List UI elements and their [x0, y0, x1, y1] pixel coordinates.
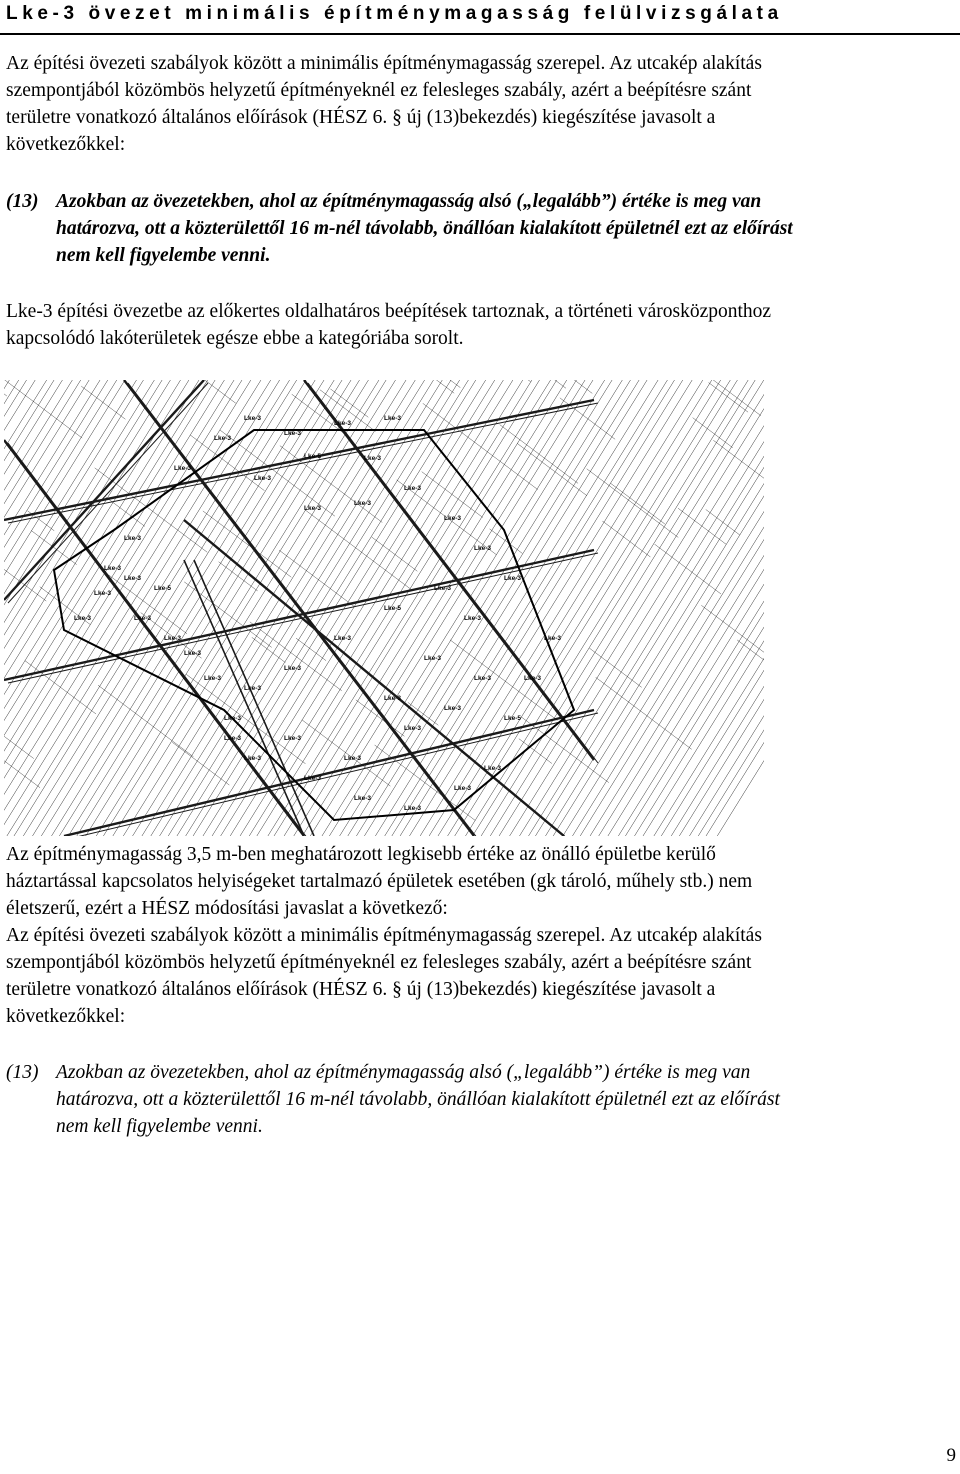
parcel-line [4, 380, 108, 836]
zoning-map [4, 380, 764, 836]
zone-label: Lke-3 [284, 665, 301, 672]
zone-label: Lke-3 [444, 515, 461, 522]
section-heading: Lke-3 övezet minimális építménymagasság felülvizsgálata [6, 3, 783, 24]
parcel-line [172, 742, 229, 785]
heading-underline [0, 33, 960, 35]
page-number: 9 [946, 1445, 956, 1466]
zone-label: Lke-5 [154, 585, 171, 592]
parcel-line [322, 380, 605, 836]
zone-label: Lke-3 [164, 635, 181, 642]
amendment-2-text: Azokban az övezetekben, ahol az építménymagasság alsó („legalább”) értéke is meg van határozva, ott a közterülettől 16 m-nél távolabb, önállóan kialakított épületnél ezt az előírást nem kell figyelembe venni. [56, 1062, 780, 1137]
street-edge [188, 523, 568, 836]
zone-label: Lke-3 [434, 585, 451, 592]
zone-label: Lke-3 [474, 675, 491, 682]
amendment-1-text: Azokban az övezetekben, ahol az építménymagasság alsó („legalább”) értéke is meg van határozva, ott a közterülettől 16 m-nél távolabb, önállóan kialakított épületnél ezt az előírást nem kell figyelembe venni. [56, 191, 793, 266]
parcel-line [563, 380, 764, 836]
zone-label: Lke-5 [384, 605, 401, 612]
parcel-line [375, 380, 658, 836]
parcel-line [77, 380, 360, 836]
parcel-line [524, 380, 566, 388]
parcel-line [510, 380, 764, 836]
zone-label: Lke-3 [124, 575, 141, 582]
zone-label: Lke-3 [224, 735, 241, 742]
parcel-line [382, 380, 454, 393]
street-edge [128, 383, 478, 836]
parcel-line [81, 386, 125, 419]
parcel-line [420, 380, 703, 836]
parcel-line [4, 380, 27, 836]
parcel-line [268, 380, 551, 836]
parcel-line [4, 380, 136, 836]
zone-label: Lke-3 [404, 485, 421, 492]
parcel-line [296, 638, 326, 661]
zone-label: Lke-3 [524, 675, 541, 682]
parcel-line [679, 380, 761, 416]
parcel-line [519, 380, 764, 836]
parcel-line [4, 380, 251, 836]
zone-label: Lke-3 [474, 545, 491, 552]
zone-label: Lke-3 [304, 775, 321, 782]
parcel-line [572, 380, 764, 836]
parcel-line [4, 729, 40, 788]
parcel-line [68, 380, 351, 836]
street-edge [68, 713, 598, 836]
zone-label: Lke-5 [504, 715, 521, 722]
parcel-line [611, 483, 665, 524]
parcel-line [274, 380, 557, 836]
zone-label: Lke-3 [124, 535, 141, 542]
zone-label: Lke-3 [354, 795, 371, 802]
zone-label: Lke-3 [444, 705, 461, 712]
zone-label: Lke-3 [244, 755, 261, 762]
street-edge [8, 443, 308, 836]
zone-label: Lke-3 [334, 420, 351, 427]
parcel-line [372, 537, 418, 571]
parcel-line [203, 380, 486, 836]
zone-paragraph: Lke-3 építési övezetbe az előkertes oldalhatáros beépítések tartoznak, a történeti városközponthoz kapcsolódó lakóterületek egésze ebbe a kategóriába sorolt. [6, 301, 772, 349]
parcel-line [465, 380, 748, 836]
zone-label: Lke-3 [384, 695, 401, 702]
zone-label: Lke-3 [244, 685, 261, 692]
parcel-line [4, 380, 189, 836]
parcel-line [450, 640, 557, 721]
zone-label: Lke-3 [424, 655, 441, 662]
parcel-line [473, 380, 756, 836]
zone-label: Lke-3 [484, 765, 501, 772]
parcel-line [250, 622, 342, 691]
parcel-line [634, 380, 764, 836]
parcel-line [517, 443, 587, 495]
parcel-line [422, 472, 483, 518]
parcel-line [596, 677, 692, 749]
zone-label: Lke-3 [94, 590, 111, 597]
parcel-line [4, 380, 170, 836]
parcel-line [706, 380, 764, 836]
parcel-line [302, 380, 585, 836]
zone-label: Lke-3 [464, 615, 481, 622]
zone-label: Lke-3 [404, 725, 421, 732]
zone-label: Lke-5 [304, 453, 321, 460]
parcel-line [553, 380, 764, 836]
parcel-line [529, 380, 764, 836]
parcel-line [678, 508, 726, 544]
parcel-line [514, 380, 592, 393]
parcel-line [4, 380, 100, 836]
height-paragraph: Az építménymagasság 3,5 m-ben meghatározott legkisebb értéke az önálló épületbe kerülő háztartással kapcsolatos helyiségeket tartalmazó épületek esetében (gk tároló, műhely stb.) nem életszerű, ezért a HÉSZ módosítási javaslat a következő: Az építési övezeti szabályok között a minimális építménymagasság szerepel. Az utcakép alakítás szempontjából közömbös helyzetű építményeknél ez felesleges szabály, azért a beépítésre szánt területre vonatkozó általános előírások (HÉSZ 6. § új (13)bekezdés) kiegészítése javasolt a következőkkel: [6, 844, 762, 1027]
parcel-line [689, 380, 764, 836]
amendment-2 [6, 1059, 956, 1140]
amendment-2-number: (13) [6, 1062, 39, 1083]
parcel-line [4, 380, 125, 836]
parcel-line [109, 575, 187, 634]
parcel-line [385, 380, 668, 836]
parcel-line [706, 509, 740, 535]
zone-label: Lke-3 [104, 565, 121, 572]
parcel-line [693, 418, 733, 448]
parcel-line [4, 380, 81, 836]
parcel-line [408, 702, 438, 725]
parcel-line [168, 380, 451, 836]
zone-label: Lke-3 [204, 675, 221, 682]
zone-label: Lke-3 [504, 575, 521, 582]
parcel-line [98, 685, 193, 757]
parcel-line [429, 380, 712, 836]
parcel-line [4, 380, 271, 836]
zone-label: Lke-3 [364, 455, 381, 462]
parcel-line [392, 380, 675, 836]
zone-label: Lke-3 [284, 430, 301, 437]
zone-label: Lke-3 [244, 415, 261, 422]
amendment-1-number: (13) [6, 191, 39, 212]
parcel-line [587, 469, 679, 538]
zone-label: Lke-3 [284, 735, 301, 742]
parcel-line [701, 605, 764, 670]
zone-label: Lke-3 [384, 415, 401, 422]
zone-label: Lke-3 [224, 715, 241, 722]
parcel-line [305, 510, 412, 590]
zone-label: Lke-3 [544, 635, 561, 642]
parcel-line [654, 380, 764, 836]
zone-label: Lke-3 [134, 615, 151, 622]
parcel-line [698, 380, 764, 836]
zone-label: Lke-3 [74, 615, 91, 622]
parcel-line [4, 380, 82, 438]
zone-label: Lke-3 [334, 635, 351, 642]
parcel-line [709, 383, 749, 413]
parcel-line [123, 380, 406, 836]
parcel-line [4, 380, 89, 836]
zoning-map-drawing [4, 380, 764, 836]
parcel-line [423, 403, 538, 489]
zone-label: Lke-3 [354, 500, 371, 507]
parcel-line [521, 717, 609, 783]
parcel-line [602, 521, 650, 557]
street [64, 710, 594, 836]
parcel-line [23, 380, 306, 836]
parcel-line [356, 700, 405, 736]
parcel-line [330, 389, 368, 417]
zone-label: Lke-3 [184, 650, 201, 657]
amendment-1 [6, 188, 956, 269]
zone-label: Lke-3 [344, 755, 361, 762]
zone-label: Lke-3 [214, 435, 231, 442]
intro-paragraph: Az építési övezeti szabályok között a minimális építménymagasság szerepel. Az utcakép alakítás szempontjából közömbös helyzetű építményeknél ez felesleges szabály, azért a beépítésre szánt területre vonatkozó általános előírások (HÉSZ 6. § új (13)bekezdés) kiegészítése javasolt a következőkkel: [6, 53, 762, 155]
zone-label: Lke-3 [404, 805, 421, 812]
street [304, 380, 594, 760]
zone-label: Lke-3 [174, 465, 191, 472]
zone-label: Lke-3 [454, 785, 471, 792]
zone-label: Lke-3 [304, 505, 321, 512]
parcel-line [4, 380, 9, 836]
zone-label: Lke-3 [254, 475, 271, 482]
parcel-line [96, 380, 379, 836]
parcel-line [4, 380, 224, 836]
parcel-line [580, 380, 764, 836]
